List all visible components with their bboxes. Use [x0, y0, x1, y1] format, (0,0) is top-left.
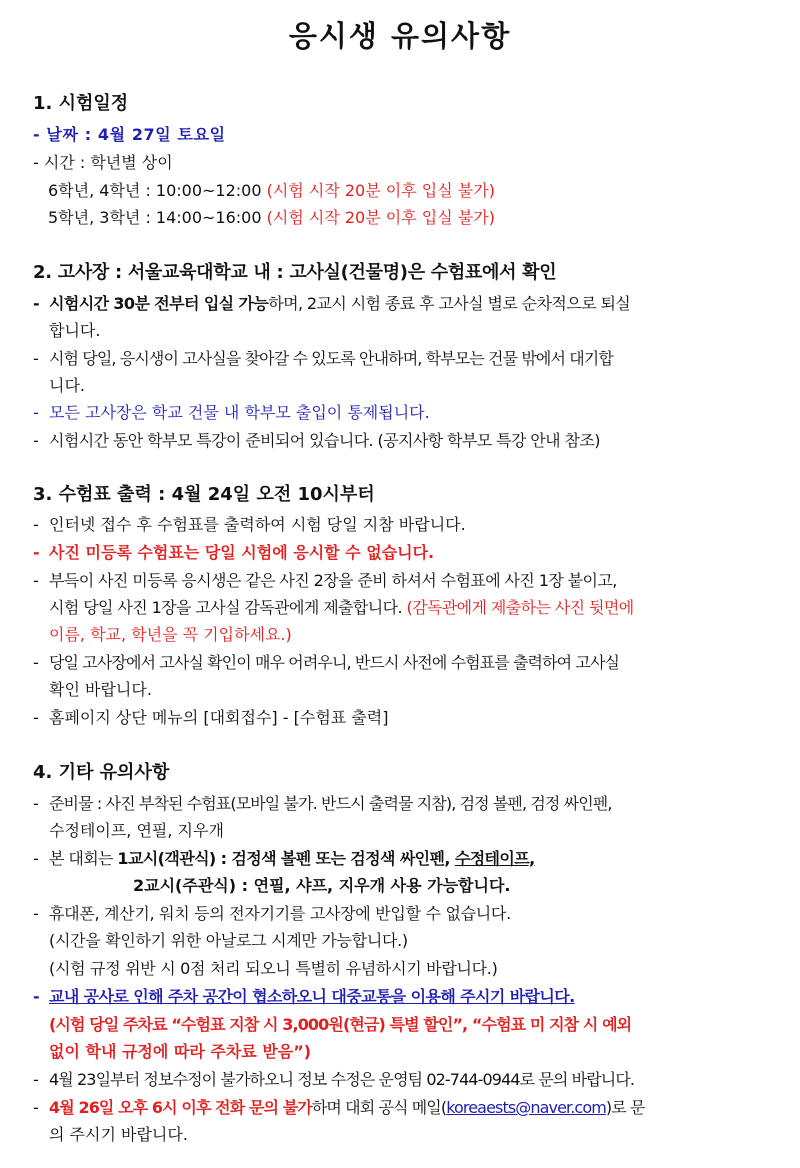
exam-time-grade-5-3-note: (시험 시작 20분 이후 입실 불가) — [266, 208, 495, 227]
section-4-item-4-cont1: (시험 당일 주차료 “수험표 지참 시 3,000원(현금) 특별 할인”, “수험표 미 지참 시 예외 — [49, 1015, 632, 1034]
section-4-item-4: - 교내 공사로 인해 주차 공간이 협소하오니 대중교통을 이용해 주시기 바랍니다. — [33, 987, 575, 1006]
exam-time-grade-6-4-text: 6학년, 4학년 : 10:00~12:00 — [48, 181, 262, 200]
section-2-item-3: - 모든 고사장은 학교 건물 내 학부모 출입이 통제됩니다. — [33, 403, 430, 422]
section-4-heading: 4. 기타 유의사항 — [33, 762, 170, 783]
section-4-item-3-cont2: (시험 규정 위반 시 0점 처리 되오니 특별히 유념하시기 바랍니다.) — [49, 959, 498, 978]
section-4-item-6-red: 4월 26일 오후 6시 이후 전화 문의 불가 — [49, 1098, 312, 1117]
section-4-item-2-pre: 본 대회는 — [49, 849, 118, 868]
section-4-item-2-bold: 1교시(객관식) : 검정색 볼펜 또는 검정색 싸인펜, — [117, 849, 455, 868]
section-3-item-5-text: 홈페이지 상단 메뉴의 [대회접수] - [수험표 출력] — [49, 708, 389, 727]
section-4-item-6-cont: 의 주시기 바랍니다. — [49, 1125, 188, 1144]
exam-time-grade-5-3 — [48, 205, 495, 231]
contact-email-link[interactable]: koreaests@naver.com — [446, 1098, 606, 1117]
section-3-item-1-text: 인터넷 접수 후 수험표를 출력하여 시험 당일 지참 바랍니다. — [49, 515, 466, 534]
section-3-item-2: - 사진 미등록 수험표는 당일 시험에 응시할 수 없습니다. — [33, 543, 435, 562]
exam-time: - 시간 : 학년별 상이 — [33, 153, 173, 172]
section-4-item-3-cont1: (시간을 확인하기 위한 아날로그 시계만 가능합니다.) — [49, 931, 408, 950]
section-2-heading: 2. 고사장 : 서울교육대학교 내 : 고사실(건물명)은 수험표에서 확인 — [33, 262, 557, 283]
section-4-item-6: - 4월 26일 오후 6시 이후 전화 문의 불가하며 대회 공식 메일(koreaests@naver.com)로 문 — [33, 1098, 645, 1117]
section-2-item-2: - 시험 당일, 응시생이 고사실을 찾아갈 수 있도록 안내하며, 학부모는 건물 밖에서 대기합 — [33, 349, 613, 368]
section-4-item-1-text: 준비물 : 사진 부착된 수험표(모바일 불가. 반드시 출력물 지참), 검정 볼펜, 검정 싸인펜, — [49, 794, 612, 813]
section-4-item-6-end: )로 문 — [605, 1098, 645, 1117]
section-4-item-2-cont: 2교시(주관식) : 연필, 샤프, 지우개 사용 가능합니다. — [133, 876, 511, 895]
section-4-item-6-rest: 하며 대회 공식 메일( — [311, 1098, 447, 1117]
entry-time-bold: 시험시간 30분 전부터 입실 가능 — [49, 294, 269, 313]
section-3-item-4-cont: 확인 바랍니다. — [49, 680, 152, 699]
section-3-item-3: - 부득이 사진 미등록 응시생은 같은 사진 2장을 준비 하셔서 수험표에 사진 1장 붙이고, — [33, 571, 617, 590]
entry-time-rest: 하며, 2교시 시험 종료 후 고사실 별로 순차적으로 퇴실 — [268, 294, 631, 313]
section-4-item-4-cont2: 없이 학내 규정에 따라 주차료 받음”) — [49, 1042, 312, 1061]
section-2-item-1: - 시험시간 30분 전부터 입실 가능하며, 2교시 시험 종료 후 고사실 별로 순차적으로 퇴실 — [33, 294, 631, 313]
section-3-item-3-cont-text: 시험 당일 사진 1장을 고사실 감독관에게 제출합니다. — [49, 598, 402, 617]
section-3-item-2-text: 사진 미등록 수험표는 당일 시험에 응시할 수 없습니다. — [49, 543, 435, 562]
section-4-item-3: - 휴대폰, 계산기, 워치 등의 전자기기를 고사장에 반입할 수 없습니다. — [33, 904, 511, 923]
section-2-item-2-text: 시험 당일, 응시생이 고사실을 찾아갈 수 있도록 안내하며, 학부모는 건물 밖에서 대기합 — [49, 349, 613, 368]
section-3-item-3-text: 부득이 사진 미등록 응시생은 같은 사진 2장을 준비 하셔서 수험표에 사진 1장 붙이고, — [49, 571, 617, 590]
section-2-item-4: - 시험시간 동안 학부모 특강이 준비되어 있습니다. (공지사항 학부모 특강 안내 참조) — [33, 431, 600, 450]
section-4-item-1: - 준비물 : 사진 부착된 수험표(모바일 불가. 반드시 출력물 지참), 검정 볼펜, 검정 싸인펜, — [33, 794, 612, 813]
section-4-item-5: - 4월 23일부터 정보수정이 불가하오니 정보 수정은 운영팀 02-744-0944로 문의 바랍니다. — [33, 1070, 635, 1089]
section-4-item-5-text: 4월 23일부터 정보수정이 불가하오니 정보 수정은 운영팀 02-744-0944로 문의 바랍니다. — [49, 1070, 635, 1089]
page-title: 응시생 유의사항 — [288, 19, 512, 53]
section-3-item-5: - 홈페이지 상단 메뉴의 [대회접수] - [수험표 출력] — [33, 708, 389, 727]
section-4-item-2: - 본 대회는 1교시(객관식) : 검정색 볼펜 또는 검정색 싸인펜, 수정테이프, — [33, 849, 535, 868]
section-4-item-3-text: 휴대폰, 계산기, 워치 등의 전자기기를 고사장에 반입할 수 없습니다. — [49, 904, 511, 923]
section-2-item-4-text: 시험시간 동안 학부모 특강이 준비되어 있습니다. (공지사항 학부모 특강 안내 참조) — [49, 431, 600, 450]
section-2-item-1-cont: 합니다. — [49, 321, 101, 340]
section-3-item-4-text: 당일 고사장에서 고사실 확인이 매우 어려우니, 반드시 사전에 수험표를 출력하여 고사실 — [49, 653, 620, 672]
exam-date: - 날짜 : 4월 27일 토요일 — [33, 125, 226, 144]
section-3-item-3-cont — [49, 595, 634, 621]
exam-time-grade-6-4-note: (시험 시작 20분 이후 입실 불가) — [266, 181, 495, 200]
section-3-item-1: - 인터넷 접수 후 수험표를 출력하여 시험 당일 지참 바랍니다. — [33, 515, 466, 534]
section-4-item-2-underline: 수정테이프, — [454, 849, 535, 868]
section-4-item-1-cont: 수정테이프, 연필, 지우개 — [49, 821, 224, 840]
exam-time-grade-5-3-text: 5학년, 3학년 : 14:00~16:00 — [48, 208, 262, 227]
exam-time-grade-6-4 — [48, 178, 495, 204]
section-3-item-3-cont2: 이름, 학교, 학년을 꼭 기입하세요.) — [49, 625, 292, 644]
section-4-item-4-text: 교내 공사로 인해 주차 공간이 협소하오니 대중교통을 이용해 주시기 바랍니다. — [49, 987, 575, 1006]
section-3-heading: 3. 수험표 출력 : 4월 24일 오전 10시부터 — [33, 484, 375, 505]
section-3-item-3-cont-note: (감독관에게 제출하는 사진 뒷면에 — [406, 598, 634, 617]
section-1-heading: 1. 시험일정 — [33, 93, 129, 114]
section-2-item-2-cont: 니다. — [49, 376, 85, 395]
section-2-item-3-text: 모든 고사장은 학교 건물 내 학부모 출입이 통제됩니다. — [49, 403, 430, 422]
section-3-item-4: - 당일 고사장에서 고사실 확인이 매우 어려우니, 반드시 사전에 수험표를 출력하여 고사실 — [33, 653, 620, 672]
